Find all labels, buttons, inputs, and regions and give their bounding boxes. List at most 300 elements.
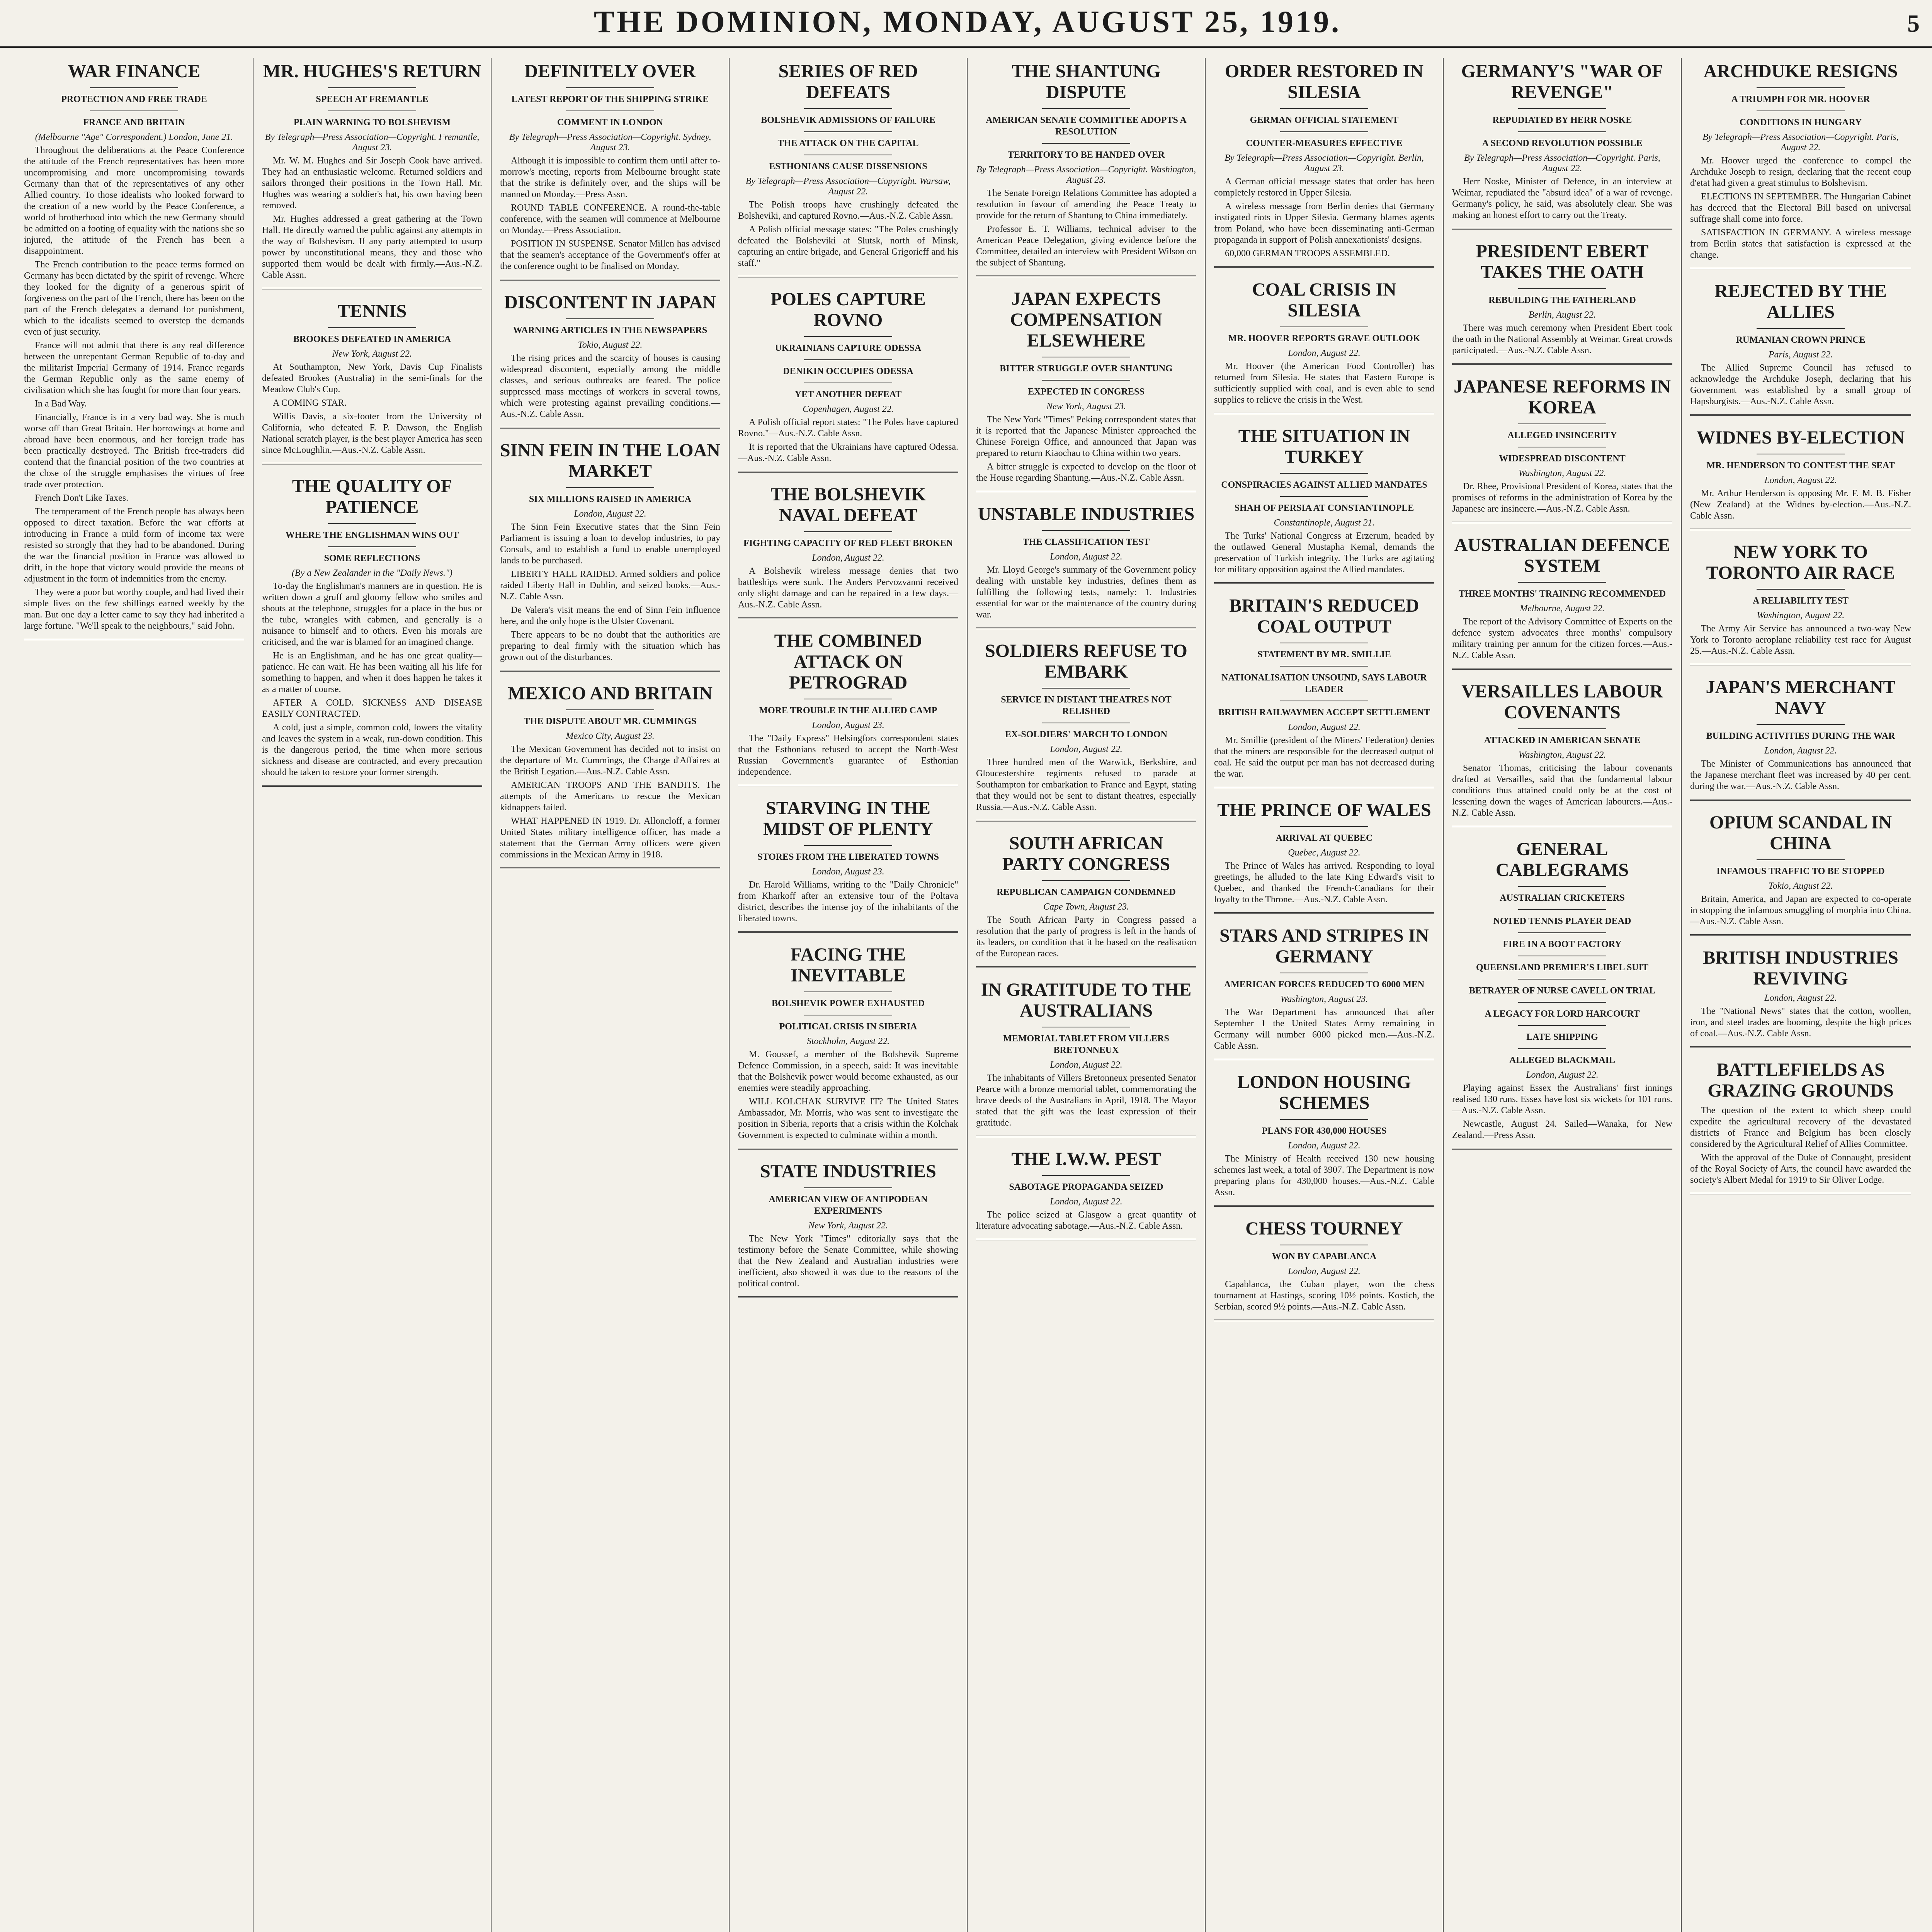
article-subheadline: BUILDING ACTIVITIES DURING THE WAR [1706, 731, 1895, 741]
article-body [1452, 1083, 1672, 1141]
article [1690, 947, 1911, 1048]
news-column [492, 58, 730, 1932]
article-divider [24, 639, 244, 640]
article-body [1690, 1006, 1911, 1039]
article-headline: TENNIS [337, 301, 407, 321]
article-body [976, 757, 1196, 813]
article-body [976, 565, 1196, 621]
article [738, 289, 958, 473]
page-number: 5 [1907, 10, 1920, 37]
article-dateline: London, August 22. [1288, 1266, 1361, 1276]
headline-rule [328, 327, 416, 328]
article-divider [738, 931, 958, 933]
article-divider [738, 617, 958, 619]
article-subheadline: THE DISPUTE ABOUT MR. CUMMINGS [524, 716, 697, 726]
article-dateline: New York, August 22. [808, 1221, 888, 1231]
article-paragraph: Britain, America, and Japan are expected to co-operate in stopping the infamous smuggling of morphia into China.—Aus.-N.Z. Cable Assn. [1690, 894, 1911, 927]
article-dateline: Copenhagen, August 22. [803, 404, 894, 414]
article-dateline: (Melbourne "Age" Correspondent.) London, June 21. [35, 132, 233, 142]
article [738, 944, 958, 1150]
article-divider [500, 427, 720, 429]
article-body [262, 581, 482, 778]
headline-rule [1280, 131, 1368, 132]
article-divider [1214, 1059, 1434, 1060]
article-paragraph: Three hundred men of the Warwick, Berkshire, and Gloucestershire regiments refused to parade at Southampton for embarkation to France and Egypt, stating that they would not be sent to distant theatres, especially Russia.—Aus.-N.Z. Cable Assn. [976, 757, 1196, 812]
article-subheadline: THE ATTACK ON THE CAPITAL [777, 138, 919, 148]
article-subheadline: PLANS FOR 430,000 HOUSES [1262, 1126, 1387, 1136]
article-divider [1452, 228, 1672, 230]
article [1690, 1060, 1911, 1194]
article [500, 440, 720, 672]
headline-rule [566, 87, 654, 88]
headline-rule [1280, 666, 1368, 667]
article-body [1214, 176, 1434, 259]
article-divider [738, 276, 958, 277]
article-dateline: London, August 22. [1288, 1141, 1361, 1151]
article-subheadline: MR. HOOVER REPORTS GRAVE OUTLOOK [1228, 333, 1420, 344]
article-subheadline: WARNING ARTICLES IN THE NEWSPAPERS [513, 325, 707, 335]
article-paragraph: Mr. Smillie (president of the Miners' Federation) denies that the miners are responsible for the decreased output of coal. He said the output per man has not decreased during the war. [1214, 735, 1434, 779]
article-dateline: London, August 23. [812, 867, 884, 877]
article-subheadline: SABOTAGE PROPAGANDA SEIZED [1009, 1182, 1163, 1192]
article-paragraph: Herr Noske, Minister of Defence, in an interview at Weimar, repudiated the "absurd idea" of a war of revenge. Germany's policy, he said, was absolutely clear. She was making an honest effort to carry out the Treaty. [1452, 177, 1672, 220]
article [1690, 61, 1911, 269]
article [1214, 1072, 1434, 1207]
headline-rule [1280, 496, 1368, 497]
article-body [262, 155, 482, 281]
article [738, 798, 958, 933]
article-divider [1690, 799, 1911, 801]
headline-rule [804, 131, 892, 132]
news-column [1206, 58, 1444, 1932]
article-body [1214, 861, 1434, 905]
article-dateline: Constantinople, August 21. [1274, 518, 1375, 528]
article-body [738, 199, 958, 269]
article-body [500, 744, 720, 861]
article-paragraph: Mr. Hoover urged the conference to compel the Archduke Joseph to resign, declaring that the recent coup d'etat had given a great stimulus to Bolshevism. [1690, 156, 1911, 188]
article-subheadline: REPUDIATED BY HERR NOSKE [1492, 115, 1632, 125]
article-headline: REJECTED BY THE ALLIES [1714, 281, 1887, 322]
article-body [1452, 763, 1672, 819]
article-subheadline: AMERICAN FORCES REDUCED TO 6000 MEN [1224, 980, 1425, 990]
article [262, 476, 482, 787]
article-body [976, 414, 1196, 484]
article-paragraph: With the approval of the Duke of Connaught, president of the Royal Society of Arts, the council have awarded the society's Albert Medal for 1919 to Sir Oliver Lodge. [1690, 1153, 1911, 1185]
article-headline: BATTLEFIELDS AS GRAZING GROUNDS [1708, 1060, 1894, 1101]
article-dateline: Mexico City, August 23. [566, 731, 655, 741]
article-paragraph: Senator Thomas, criticising the labour covenants drafted at Versailles, said that the fundamental labour conditions thus attained could only be at the cost of lessening down the wages of American labourers.—Aus.-N.Z. Cable Assn. [1452, 763, 1672, 818]
headline-rule [566, 487, 654, 488]
article-dateline: London, August 22. [1050, 744, 1122, 754]
article-subheadline: STATEMENT BY MR. SMILLIE [1257, 650, 1391, 660]
headline-rule [328, 523, 416, 524]
headline-rule [804, 359, 892, 360]
article-divider [1452, 826, 1672, 827]
article-paragraph: A Polish official message states: "The Poles crushingly defeated the Bolsheviki at Slutsk, north of Minsk, capturing an entire brigade, and General Grigorieff and his staff." [738, 224, 958, 268]
article-dateline: By Telegraph—Press Association—Copyright. Fremantle, August 23. [265, 132, 480, 153]
article-body [1452, 616, 1672, 661]
article-subheadline: AMERICAN SENATE COMMITTEE ADOPTS A RESOLUTION [986, 115, 1187, 137]
article-divider [1214, 912, 1434, 914]
article-paragraph: POSITION IN SUSPENSE. Senator Millen has advised that the seamen's acceptance of the Government's offer at the conference ought to be finalised on Monday. [500, 239, 720, 271]
article-divider [1214, 787, 1434, 788]
article-headline: MR. HUGHES'S RETURN [263, 61, 481, 82]
article-paragraph: A cold, just a simple, common cold, lowers the vitality and leaves the system in a weak, run-down condition. This is the dangerous period, the time when more serious sickness and disease are contracted, and every precaution should be taken to restore your former strength. [262, 723, 482, 777]
article-dateline: Cape Town, August 23. [1043, 902, 1129, 912]
headline-rule [328, 87, 416, 88]
article-subheadline: ALLEGED INSINCERITY [1507, 430, 1617, 440]
headline-rule [1280, 1119, 1368, 1120]
headline-rule [566, 318, 654, 319]
article [24, 61, 244, 640]
article-dateline: London, August 22. [1050, 1197, 1122, 1207]
article-subheadline: A RELIABILITY TEST [1752, 596, 1849, 606]
article-paragraph: Mr. W. M. Hughes and Sir Joseph Cook have arrived. They had an enthusiastic welcome. Returned soldiers and sailors thronged their positions in the Town Hall. Mr. Hughes was wearing a soldier's hat, his own having been removed. [262, 156, 482, 211]
article-paragraph: The temperament of the French people has always been opposed to direct taxation. Before the war efforts at introducing in France a mild form of income tax were resisted so strongly that they had to be abandoned. During the war the financial position in France was allowed to drift, in the hope that victory would provide the means of adjustment in the form of indemnities from the enemy. [24, 507, 244, 584]
article-dateline: New York, August 23. [1046, 401, 1126, 412]
news-column [1682, 58, 1920, 1932]
masthead [0, 0, 1932, 48]
article [1214, 925, 1434, 1060]
article-divider [1690, 268, 1911, 269]
article-dateline: Washington, August 22. [1518, 750, 1606, 760]
article-subheadline: BROOKES DEFEATED IN AMERICA [293, 334, 451, 344]
article-dateline: By Telegraph—Press Association—Copyright. Berlin, August 23. [1225, 153, 1424, 173]
article-body [1690, 488, 1911, 522]
article [262, 61, 482, 289]
article-headline: THE PRINCE OF WALES [1217, 800, 1431, 820]
headline-rule [1518, 582, 1606, 583]
article-subheadline: QUEENSLAND PREMIER'S LIBEL SUIT [1476, 963, 1649, 973]
article-dateline: Washington, August 23. [1280, 994, 1368, 1004]
article-body [738, 417, 958, 464]
article-headline: WAR FINANCE [68, 61, 201, 82]
article [1214, 61, 1434, 268]
article-body [500, 155, 720, 272]
article-body [1214, 1007, 1434, 1052]
article-subheadline: REBUILDING THE FATHERLAND [1488, 295, 1636, 305]
headline-rule [1518, 423, 1606, 424]
article-subheadline: SHAH OF PERSIA AT CONSTANTINOPLE [1234, 503, 1414, 513]
article-subheadline: RUMANIAN CROWN PRINCE [1736, 335, 1866, 345]
article-dateline: Washington, August 22. [1518, 468, 1606, 478]
article-divider [1690, 529, 1911, 530]
article-paragraph: 60,000 GERMAN TROOPS ASSEMBLED. [1225, 248, 1390, 259]
article-divider [738, 1148, 958, 1150]
article [976, 833, 1196, 968]
article-subheadline: ALLEGED BLACKMAIL [1509, 1055, 1616, 1065]
article-body [738, 1049, 958, 1141]
article-headline: THE I.W.W. PEST [1011, 1149, 1161, 1169]
article-headline: IN GRATITUDE TO THE AUSTRALIANS [981, 980, 1192, 1021]
article-headline: CHESS TOURNEY [1245, 1218, 1403, 1239]
article-subheadline: BRITISH RAILWAYMEN ACCEPT SETTLEMENT [1218, 707, 1430, 718]
headline-rule [1518, 886, 1606, 887]
article-headline: MEXICO AND BRITAIN [508, 683, 713, 704]
news-column [968, 58, 1206, 1932]
article-divider [1214, 1320, 1434, 1321]
article-paragraph: French Don't Like Taxes. [35, 493, 129, 503]
article [976, 980, 1196, 1137]
article-body [976, 915, 1196, 959]
article-dateline: London, August 22. [1764, 746, 1837, 756]
article-subheadline: PROTECTION AND FREE TRADE [61, 94, 207, 104]
article-subheadline: THE CLASSIFICATION TEST [1022, 537, 1150, 547]
article-paragraph: A German official message states that order has been completely restored in Upper Silesia. [1214, 177, 1434, 198]
article [1452, 241, 1672, 365]
article [1690, 812, 1911, 936]
article-headline: JAPAN EXPECTS COMPENSATION ELSEWHERE [1010, 289, 1162, 351]
article-subheadline: COMMENT IN LONDON [557, 117, 663, 128]
article-subheadline: SOME REFLECTIONS [324, 553, 420, 563]
article-headline: LONDON HOUSING SCHEMES [1237, 1072, 1411, 1113]
headline-rule [1757, 859, 1845, 860]
article [738, 1161, 958, 1298]
article-body [1214, 361, 1434, 406]
article-subheadline: INFAMOUS TRAFFIC TO BE STOPPED [1716, 866, 1885, 876]
article-subheadline: A LEGACY FOR LORD HARCOURT [1485, 1009, 1640, 1019]
article-subheadline: WHERE THE ENGLISHMAN WINS OUT [285, 530, 459, 540]
article-paragraph: The Army Air Service has announced a two-way New York to Toronto aeroplane reliability test race for August 25.—Aus.-N.Z. Cable Assn. [1690, 624, 1911, 656]
article [976, 504, 1196, 629]
article-subheadline: ARRIVAL AT QUEBEC [1276, 833, 1373, 843]
article-dateline: Washington, August 22. [1757, 611, 1845, 621]
article-divider [976, 820, 1196, 821]
article-headline: GERMANY'S "WAR OF REVENGE" [1461, 61, 1663, 102]
article-body [1690, 894, 1911, 927]
article-paragraph: WHAT HAPPENED IN 1919. Dr. Alloncloff, a former United States military intelligence officer, has made a statement that the German Army officers were given commissions in the Mexican Army in 1918. [500, 816, 720, 860]
article-dateline: London, August 23. [812, 720, 884, 730]
article-subheadline: MEMORIAL TABLET FROM VILLERS BRETONNEUX [1003, 1034, 1169, 1055]
article-divider [1214, 1205, 1434, 1207]
article-headline: SINN FEIN IN THE LOAN MARKET [500, 440, 720, 481]
article-subheadline: YET ANOTHER DEFEAT [794, 389, 902, 400]
article-subheadline: NOTED TENNIS PLAYER DEAD [1493, 916, 1631, 926]
article-body [976, 188, 1196, 269]
article-subheadline: BITTER STRUGGLE OVER SHANTUNG [1000, 364, 1173, 374]
article-paragraph: Dr. Rhee, Provisional President of Korea, states that the promises of reforms in the administration of Korea by the Japanese are insincere.—Aus.-N.Z. Cable Assn. [1452, 481, 1672, 514]
article-divider [976, 1239, 1196, 1240]
article-paragraph: A Polish official report states: "The Poles have captured Rovno."—Aus.-N.Z. Cable Assn. [738, 417, 958, 439]
article-paragraph: LIBERTY HALL RAIDED. Armed soldiers and police raided Liberty Hall in Dublin, and seized books.—Aus.-N.Z. Cable Assn. [500, 569, 720, 602]
article-paragraph: He is an Englishman, and he has one great quality—patience. He can wait. He has been waiting all his life for something to happen, and when it does happen he takes it as a matter of course. [262, 651, 482, 694]
headline-rule [328, 546, 416, 547]
article-paragraph: AFTER A COLD. SICKNESS AND DISEASE EASILY CONTRACTED. [262, 698, 482, 719]
article-subheadline: BETRAYER OF NURSE CAVELL ON TRIAL [1469, 986, 1656, 996]
article [976, 641, 1196, 821]
article-headline: OPIUM SCANDAL IN CHINA [1709, 812, 1892, 854]
article-dateline: (By a New Zealander in the "Daily News.") [291, 568, 453, 578]
article-headline: COAL CRISIS IN SILESIA [1252, 279, 1396, 321]
headline-rule [566, 709, 654, 710]
article-paragraph: The French contribution to the peace terms formed on Germany has been dictated by the spirit of revenge. Where they looked for the dignity of a generous spirit of forgiveness on the part of the French, there has been on the part of the French delegates a demand for punishment, which to the idealists seemed to overstep the demands even of just security. [24, 260, 244, 337]
headline-rule [1280, 108, 1368, 109]
article-body [738, 566, 958, 611]
article-divider [1214, 582, 1434, 584]
article-divider [500, 670, 720, 672]
article [1690, 427, 1911, 530]
news-column [1444, 58, 1682, 1932]
article [500, 292, 720, 429]
headline-rule [90, 87, 178, 88]
article-dateline: London, August 22. [574, 509, 646, 519]
article [1214, 1218, 1434, 1321]
article-subheadline: ATTACKED IN AMERICAN SENATE [1484, 735, 1641, 745]
article-headline: THE QUALITY OF PATIENCE [292, 476, 452, 517]
article-divider [1452, 363, 1672, 365]
article-paragraph: The Mexican Government has decided not to insist on the departure of Mr. Cummings, the Charge d'Affaires at the British Legation.—Aus.-N.Z. Cable Assn. [500, 744, 720, 777]
article [1214, 595, 1434, 788]
article-subheadline: FRANCE AND BRITAIN [83, 117, 185, 128]
article-subheadline: A TRIUMPH FOR MR. HOOVER [1731, 94, 1870, 104]
article-paragraph: Throughout the deliberations at the Peace Conference the attitude of the French representatives has been more uncompromising and more uncompromising towards Germany than that of the representatives of any other Allied country. To those idealists who looked forward to the creation of a new world by the Peace Conference, a world of brotherhood into which the new Germany should be admitted on a footing of equality with the nations she so injured, the attitude of the French has been a disappointment. [24, 145, 244, 256]
headline-rule [1518, 728, 1606, 729]
article-divider [1452, 668, 1672, 670]
article-headline: SOUTH AFRICAN PARTY CONGRESS [1002, 833, 1170, 874]
headline-rule [1757, 328, 1845, 329]
article [1452, 681, 1672, 827]
article-paragraph: Mr. Arthur Henderson is opposing Mr. F. M. B. Fisher (New Zealand) at the Widnes by-election.—Aus.-N.Z. Cable Assn. [1690, 488, 1911, 521]
article-headline: JAPAN'S MERCHANT NAVY [1706, 677, 1896, 718]
article-divider [500, 867, 720, 869]
article-subheadline: WIDESPREAD DISCONTENT [1499, 454, 1626, 464]
article-subheadline: POLITICAL CRISIS IN SIBERIA [779, 1022, 917, 1032]
article-body [738, 879, 958, 924]
article-divider [738, 785, 958, 786]
article-paragraph: There appears to be no doubt that the authorities are preparing to deal firmly with the situation which has grown out of the disturbances. [500, 630, 720, 662]
headline-rule [804, 531, 892, 532]
article-headline: NEW YORK TO TORONTO AIR RACE [1706, 542, 1895, 583]
article-dateline: London, August 22. [1050, 552, 1122, 562]
article-subheadline: FIRE IN A BOOT FACTORY [1503, 939, 1622, 949]
headline-rule [1042, 108, 1130, 109]
article-subheadline: PLAIN WARNING TO BOLSHEVISM [293, 117, 451, 128]
article-paragraph: ELECTIONS IN SEPTEMBER. The Hungarian Cabinet has decreed that the Electoral Bill based on universal suffrage shall come into force. [1690, 192, 1911, 224]
headline-rule [1757, 589, 1845, 590]
headline-rule [1280, 473, 1368, 474]
article-paragraph: In a Bad Way. [35, 399, 87, 409]
article-headline: WIDNES BY-ELECTION [1696, 427, 1905, 448]
article-subheadline: LATEST REPORT OF THE SHIPPING STRIKE [511, 94, 709, 104]
headline-rule [1518, 288, 1606, 289]
article-headline: POLES CAPTURE ROVNO [770, 289, 926, 330]
headline-rule [1042, 380, 1130, 381]
article-body [500, 353, 720, 420]
article-paragraph: Dr. Harold Williams, writing to the "Daily Chronicle" from Kharkoff after an extensive tour of the Poltava district, describes the intense joy of the inhabitants of the liberated towns. [738, 880, 958, 923]
article [500, 683, 720, 869]
news-column [15, 58, 253, 1932]
headline-rule [1518, 108, 1606, 109]
article [262, 301, 482, 464]
article-subheadline: CONSPIRACIES AGAINST ALLIED MANDATES [1221, 480, 1427, 490]
article-subheadline: AUSTRALIAN CRICKETERS [1500, 893, 1625, 903]
article-paragraph: The question of the extent to which sheep could expedite the agricultural recovery of the devastated districts of France and Belgium has been closely considered by the Agricultural Relief of Allies Committee. [1690, 1105, 1911, 1149]
headline-rule [1518, 909, 1606, 910]
article-dateline: London, August 22. [1288, 722, 1361, 732]
article-headline: THE BOLSHEVIK NAVAL DEFEAT [770, 484, 926, 526]
article-dateline: By Telegraph—Press Association—Copyright. Sydney, August 23. [509, 132, 711, 153]
article-paragraph: The Turks' National Congress at Erzerum, headed by the outlawed General Mustapha Kemal, demands the preservation of Turkish integrity. The Turks are agitating for military opposition against the Allied mandates. [1214, 531, 1434, 575]
article-divider [1214, 266, 1434, 268]
article-divider [1690, 664, 1911, 665]
article-headline: ORDER RESTORED IN SILESIA [1225, 61, 1423, 102]
article-paragraph: Newcastle, August 24. Sailed—Wanaka, for New Zealand.—Press Assn. [1452, 1119, 1672, 1140]
article-paragraph: Willis Davis, a six-footer from the University of California, who defeated F. P. Dawson, the English National scratch player, is the best player America has seen since McLoughlin.—Aus.-N.Z. Cable Assn. [262, 412, 482, 455]
headline-rule [804, 108, 892, 109]
article-divider [976, 628, 1196, 629]
article-paragraph: SATISFACTION IN GERMANY. A wireless message from Berlin states that satisfaction is expressed at the change. [1690, 228, 1911, 260]
article-headline: BRITAIN'S REDUCED COAL OUTPUT [1229, 595, 1419, 637]
article-paragraph: The "National News" states that the cotton, woollen, iron, and steel trades are booming, despite the high prices of coal.—Aus.-N.Z. Cable Assn. [1690, 1006, 1911, 1039]
article-divider [500, 279, 720, 281]
article-subheadline: SERVICE IN DISTANT THEATRES NOT RELISHED [1001, 695, 1172, 716]
article-subheadline: DENIKIN OCCUPIES ODESSA [783, 366, 913, 376]
headline-rule [1042, 143, 1130, 144]
article-headline: FACING THE INEVITABLE [790, 944, 906, 986]
article-headline: BRITISH INDUSTRIES REVIVING [1703, 947, 1898, 989]
article-divider [1452, 1148, 1672, 1150]
article-paragraph: At Southampton, New York, Davis Cup Finalists defeated Brookes (Australia) in the semi-finals for the Meadow Club's Cup. [262, 362, 482, 395]
article [1452, 61, 1672, 230]
news-column [730, 58, 968, 1932]
article-headline: STARVING IN THE MIDST OF PLENTY [763, 798, 934, 839]
article-subheadline: REPUBLICAN CAMPAIGN CONDEMNED [997, 887, 1176, 897]
article-body [24, 145, 244, 632]
article-subheadline: FIGHTING CAPACITY OF RED FLEET BROKEN [743, 538, 953, 548]
headline-rule [1757, 724, 1845, 725]
article-paragraph: The South African Party in Congress passed a resolution that the party of progress is left in the hands of its leaders, on condition that it be based on the realisation of the European races. [976, 915, 1196, 959]
article-paragraph: Although it is impossible to confirm them until after to-morrow's meeting, reports from Melbourne brought state that the strike is definitely over, and the ships will be manned on Monday.—Press Assn. [500, 156, 720, 199]
article-divider [738, 471, 958, 473]
article [1452, 376, 1672, 523]
article-dateline: London, August 22. [1288, 348, 1361, 358]
article-divider [1690, 1046, 1911, 1048]
article-paragraph: The rising prices and the scarcity of houses is causing widespread discontent, especially among the middle classes, and serious outbreaks are feared. The police suppressed mass meetings of workers in several towns, which were protesting against prevailing conditions.—Aus.-N.Z. Cable Assn. [500, 353, 720, 419]
article-headline: THE SHANTUNG DISPUTE [1012, 61, 1161, 102]
article-paragraph: Professor E. T. Williams, technical adviser to the American Peace Delegation, giving evidence before the Committee, detailed an interview with President Wilson on the subject of Shantung. [976, 224, 1196, 268]
article-headline: DISCONTENT IN JAPAN [504, 292, 716, 313]
article-subheadline: UKRAINIANS CAPTURE ODESSA [775, 343, 922, 353]
article-dateline: Tokio, August 22. [578, 340, 643, 350]
article-dateline: London, August 22. [1764, 993, 1837, 1003]
article-paragraph: Playing against Essex the Australians' first innings realised 130 runs. Essex have lost six wickets for 101 runs.—Aus.-N.Z. Cable Assn. [1452, 1083, 1672, 1116]
masthead-title: THE DOMINION, MONDAY, AUGUST 25, 1919. [594, 5, 1342, 39]
article-headline: SOLDIERS REFUSE TO EMBARK [985, 641, 1187, 682]
article-headline: THE SITUATION IN TURKEY [1238, 426, 1410, 467]
article-divider [262, 288, 482, 289]
article-subheadline: TERRITORY TO BE HANDED OVER [1007, 150, 1165, 160]
article-paragraph: The Polish troops have crushingly defeated the Bolsheviki, and captured Rovno.—Aus.-N.Z. Cable Assn. [738, 200, 958, 221]
article-divider [1690, 934, 1911, 936]
article-dateline: London, August 22. [1764, 475, 1837, 485]
article-divider [1214, 413, 1434, 414]
headline-rule [1042, 880, 1130, 881]
article [738, 484, 958, 619]
article-body [1452, 481, 1672, 515]
article-paragraph: A Bolshevik wireless message denies that two battleships were sunk. The Anders Pervozvanni received only slight damage and can be repaired in a few days.—Aus.-N.Z. Cable Assn. [738, 566, 958, 610]
article-body [262, 362, 482, 456]
article-divider [976, 276, 1196, 277]
article-divider [262, 463, 482, 464]
article-subheadline: STORES FROM THE LIBERATED TOWNS [757, 852, 939, 862]
article-body [1690, 623, 1911, 657]
article-paragraph: The Senate Foreign Relations Committee has adopted a resolution in favour of amending the Peace Treaty to provide for the return of Shantung to China immediately. [976, 188, 1196, 221]
article-dateline: London, August 22. [1050, 1060, 1122, 1070]
headline-rule [804, 336, 892, 337]
article-divider [1690, 1193, 1911, 1194]
article-body [976, 1209, 1196, 1232]
article-divider [738, 1296, 958, 1298]
